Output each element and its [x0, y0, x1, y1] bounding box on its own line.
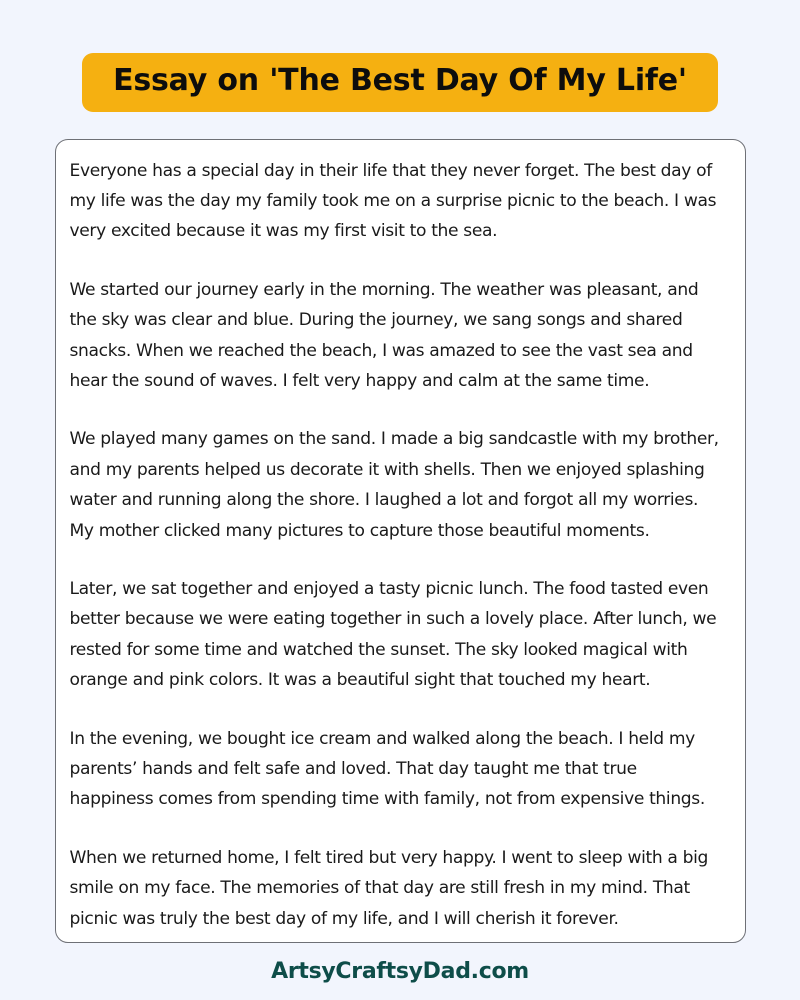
site-brand-footer: ArtsyCraftsyDad.com	[271, 958, 529, 984]
essay-paragraph: We started our journey early in the morning. The weather was pleasant, and the sky was clear and blue. During the journey, we sang songs and shared snacks. When we reached the beach, I was amazed to see the vast sea and hear the sound of waves. I felt very happy and calm at the same time.	[69, 279, 699, 391]
page-title: Essay on 'The Best Day Of My Life'	[113, 63, 687, 98]
essay-body	[70, 156, 725, 935]
essay-paragraph: In the evening, we bought ice cream and walked along the beach. I held my parents’ hands and felt safe and loved. That day taught me that true happiness comes from spending time with family, not from expensive things.	[69, 728, 705, 810]
essay-paragraph: Everyone has a special day in their life that they never forget. The best day of my life was the day my family took me on a surprise picnic to the beach. I was very excited because it was my first visit to the sea.	[69, 160, 717, 242]
essay-paragraph: When we returned home, I felt tired but very happy. I went to sleep with a big smile on my face. The memories of that day are still fresh in my mind. That picnic was truly the best day of my life, and I will cherish it forever.	[69, 847, 708, 929]
essay-paragraph: Later, we sat together and enjoyed a tasty picnic lunch. The food tasted even better because we were eating together in such a lovely place. After lunch, we rested for some time and watched the sunset. The sky looked magical with orange and pink colors. It was a beautiful sight that touched my heart.	[69, 578, 717, 691]
essay-card	[55, 139, 746, 943]
essay-paragraph: We played many games on the sand. I made a big sandcastle with my brother, and my parents helped us decorate it with shells. Then we enjoyed splashing water and running along the shore. I laughed a lot and forgot all my worries. My mother clicked many pictures to capture those beautiful moments.	[69, 429, 719, 541]
title-banner	[82, 53, 718, 112]
